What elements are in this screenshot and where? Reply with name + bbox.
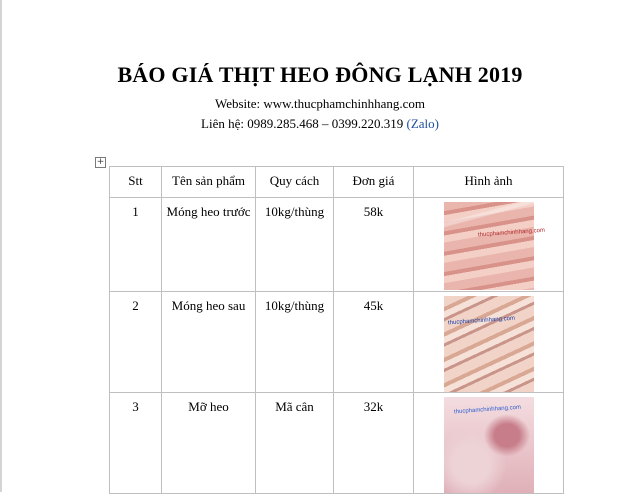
table-row xyxy=(110,393,564,494)
spec-value: 10kg/thùng xyxy=(264,204,325,219)
cell-product-name[interactable] xyxy=(162,292,256,393)
table-move-handle-icon[interactable]: + xyxy=(96,157,105,167)
cell-stt[interactable] xyxy=(110,198,162,292)
website-line: Website: www.thucphamchinhhang.com xyxy=(214,96,426,111)
price-value: 32k xyxy=(363,399,384,414)
cell-image[interactable] xyxy=(414,198,564,292)
product-photo[interactable] xyxy=(444,397,534,493)
cell-spec[interactable] xyxy=(256,393,334,494)
cell-image[interactable] xyxy=(414,393,564,494)
product-photo[interactable] xyxy=(444,296,534,392)
stt-value: 1 xyxy=(132,204,139,219)
cell-image[interactable] xyxy=(414,292,564,393)
table-row xyxy=(110,198,564,292)
cell-product-name[interactable] xyxy=(162,393,256,494)
contact-line xyxy=(0,116,640,132)
table-header-row xyxy=(110,167,564,198)
cell-price[interactable] xyxy=(334,393,414,494)
cell-spec[interactable] xyxy=(256,292,334,393)
spec-value: 10kg/thùng xyxy=(264,298,325,313)
cell-stt[interactable] xyxy=(110,393,162,494)
product-name: Mỡ heo xyxy=(188,399,229,414)
price-table xyxy=(109,166,564,494)
header-spec[interactable]: Quy cách xyxy=(256,167,334,198)
product-name: Móng heo sau xyxy=(171,298,246,313)
header-image[interactable]: Hình ảnh xyxy=(414,167,564,198)
photo-watermark: thucphamchinhhang.com xyxy=(447,315,515,327)
header-price[interactable]: Đơn giá xyxy=(334,167,414,198)
price-value: 45k xyxy=(363,298,384,313)
stt-value: 2 xyxy=(132,298,139,313)
cell-product-name[interactable] xyxy=(162,198,256,292)
photo-watermark: thucphamchinhhang.com xyxy=(453,404,521,416)
product-photo[interactable] xyxy=(444,202,545,290)
product-name: Móng heo trước xyxy=(166,204,251,219)
photo-watermark: thucphamchinhhang.com xyxy=(477,227,545,239)
spec-value: Mã cân xyxy=(275,399,314,414)
cell-spec[interactable] xyxy=(256,198,334,292)
header-product-name[interactable]: Tên sản phẩm xyxy=(162,167,256,198)
table-row xyxy=(110,292,564,393)
cell-price[interactable] xyxy=(334,292,414,393)
cell-stt[interactable] xyxy=(110,292,162,393)
header-stt[interactable]: Stt xyxy=(110,167,162,198)
cell-price[interactable] xyxy=(334,198,414,292)
price-value: 58k xyxy=(363,204,384,219)
contact-phones: Liên hệ: 0989.285.468 – 0399.220.319 xyxy=(201,116,407,131)
zalo-label: (Zalo) xyxy=(406,116,439,131)
document-title: BÁO GIÁ THỊT HEO ĐÔNG LẠNH 2019 xyxy=(117,62,523,87)
stt-value: 3 xyxy=(132,399,139,414)
